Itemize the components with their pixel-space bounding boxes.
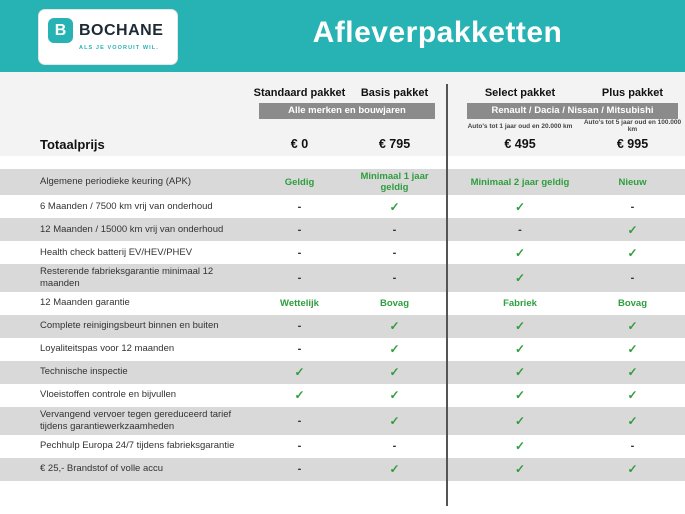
dash: - [297,271,302,284]
dash: - [297,200,302,213]
feature-value: Nieuw [618,176,647,188]
check-icon: ✓ [389,199,400,214]
price-basis: € 795 [378,137,411,151]
feature-row [0,315,685,338]
check-icon: ✓ [514,388,526,403]
dash: - [297,414,302,427]
top-banner [0,0,685,72]
check-icon: ✓ [389,413,400,428]
dash: - [297,246,302,259]
spacer-band [0,156,685,169]
feature-row [0,292,685,315]
feature-row [0,384,685,407]
check-icon: ✓ [514,245,526,260]
check-icon: ✓ [514,462,526,476]
check-icon: ✓ [514,439,526,453]
subnote-row [0,120,685,132]
check-icon: ✓ [514,270,526,285]
feature-row [0,338,685,361]
dash: - [392,271,397,284]
feature-row [0,361,685,384]
feature-label: Health check batterij EV/HEV/PHEV [40,246,193,258]
dash: - [392,223,397,236]
check-icon: ✓ [389,462,400,476]
column-header-row [0,84,685,102]
feature-row [0,407,685,435]
feature-label: Pechhulp Europa 24/7 tijdens fabrieksgarantie [40,440,235,452]
feature-value: Fabriek [503,297,537,309]
check-icon: ✓ [627,365,638,380]
dash: - [297,223,302,236]
check-icon: ✓ [389,388,400,403]
subnote-plus: Auto's tot 5 jaar oud en 100.000 km [583,119,682,133]
bochane-logo [38,9,178,65]
check-icon: ✓ [514,199,526,214]
column-header-plus: Plus pakket [601,87,664,99]
check-icon: ✓ [514,413,526,428]
price-select: € 495 [504,137,536,151]
feature-value: Wettelijk [280,297,319,309]
banner-renault-dacia-nissan-mitsubishi: Renault / Dacia / Nissan / Mitsubishi [467,103,678,119]
logo-name: BOCHANE [79,21,164,39]
feature-label: Algemene periodieke keuring (APK) [40,176,192,188]
check-icon: ✓ [514,342,526,357]
dash: - [297,320,302,333]
dash: - [297,440,302,452]
feature-value: Minimaal 1 jaar geldig [360,171,429,193]
logo-tagline: ALS JE VOORUIT WIL. [79,45,159,51]
dash: - [630,440,635,452]
feature-value: Bovag [379,297,410,309]
feature-row [0,195,685,218]
feature-row [0,435,685,458]
bochane-logo-icon: B [48,18,73,43]
dash: - [297,463,302,475]
check-icon: ✓ [514,365,526,380]
check-icon: ✓ [627,245,638,260]
feature-label: Loyaliteitspas voor 12 maanden [40,343,175,355]
feature-value: Minimaal 2 jaar geldig [470,176,570,188]
column-header-standaard: Standaard pakket [253,87,346,99]
total-price-row [0,132,685,156]
dash: - [630,200,635,213]
group-divider [446,84,448,506]
feature-row [0,169,685,195]
dash: - [392,440,397,452]
feature-label: 6 Maanden / 7500 km vrij van onderhoud [40,200,213,212]
check-icon: ✓ [514,319,526,334]
feature-value: Bovag [617,297,648,309]
price-plus: € 995 [616,137,649,151]
check-icon: ✓ [627,319,638,334]
column-header-basis: Basis pakket [360,87,429,99]
feature-value: Geldig [284,176,315,188]
page-title: Afleverpakketten [312,16,563,49]
banner-alle-merken: Alle merken en bouwjaren [259,103,435,119]
dash: - [518,223,522,236]
feature-rows [0,169,685,481]
feature-row [0,218,685,241]
feature-label: 12 Maanden garantie [40,297,130,309]
logo-row [48,18,168,43]
check-icon: ✓ [294,365,305,380]
feature-label: Resterende fabrieksgarantie minimaal 12 maanden [40,266,214,289]
feature-label: Vervangend vervoer tegen gereduceerd tarief tijdens garantiewerkzaamheden [40,408,232,432]
feature-label: Technische inspectie [40,366,128,378]
total-price-label: Totaalprijs [40,136,105,152]
feature-label: € 25,- Brandstof of volle accu [40,463,164,475]
dash: - [392,246,397,259]
feature-label: 12 Maanden / 15000 km vrij van onderhoud [40,223,224,235]
column-header-select: Select pakket [484,87,556,99]
check-icon: ✓ [389,342,400,357]
feature-label: Vloeistoffen controle en bijvullen [40,389,177,401]
group-banner-row [0,102,685,120]
feature-label: Complete reinigingsbeurt binnen en buiten [40,320,219,332]
subnote-select: Auto's tot 1 jaar oud en 20.000 km [467,122,573,130]
check-icon: ✓ [627,342,638,357]
feature-row [0,458,685,481]
feature-row [0,241,685,264]
check-icon: ✓ [389,319,400,334]
check-icon: ✓ [627,222,638,237]
dash: - [630,271,635,284]
check-icon: ✓ [389,365,400,380]
check-icon: ✓ [627,462,638,476]
check-icon: ✓ [627,413,638,428]
feature-row [0,264,685,292]
dash: - [297,343,302,356]
price-standaard: € 0 [290,137,309,151]
table-header [0,72,685,156]
check-icon: ✓ [294,388,305,403]
check-icon: ✓ [627,388,638,403]
